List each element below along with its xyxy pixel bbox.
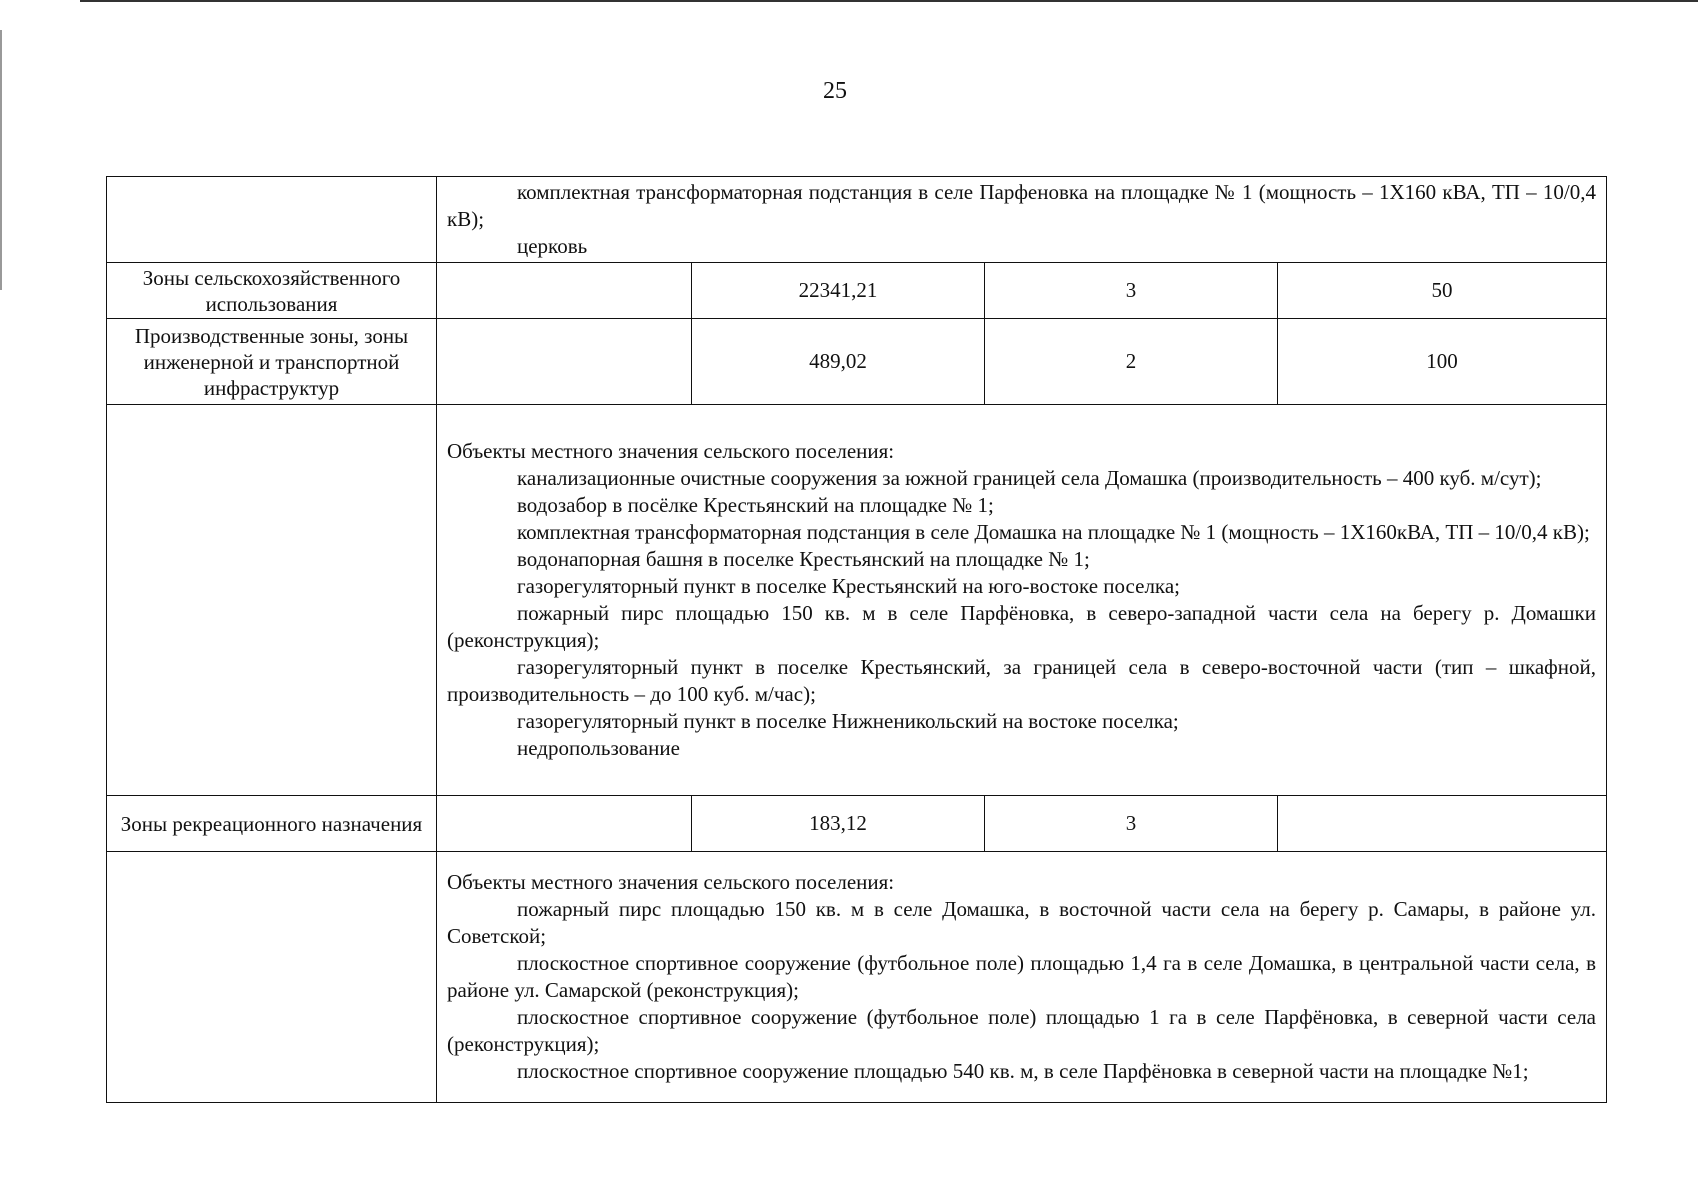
zone-cell-empty xyxy=(107,852,437,1103)
col3-value: 2 xyxy=(985,319,1278,405)
list-item: недропользование xyxy=(517,736,680,760)
table-row xyxy=(107,405,1607,796)
zone-cell-empty xyxy=(107,405,437,796)
list-item: газорегуляторный пункт в поселке Крестьянский, за границей села в северо-восточной части (тип – шкафной, производительность – до 100 куб. м/час); xyxy=(447,655,1596,706)
objects-cell-production xyxy=(437,405,1607,796)
objects-cell-recreation xyxy=(437,852,1607,1103)
page-number: 25 xyxy=(823,78,847,104)
list-item: водонапорная башня в поселке Крестьянский на площадке № 1; xyxy=(517,547,1090,571)
area-value: 489,02 xyxy=(692,319,985,405)
table-row xyxy=(107,263,1607,319)
list-item: плоскостное спортивное сооружение (футбольное поле) площадью 1 га в селе Парфёновка, в северной части села (реконструкция); xyxy=(447,1005,1596,1056)
zone-name: Производственные зоны, зоны инженерной и транспортной инфраструктур xyxy=(107,319,437,405)
col4-value: 100 xyxy=(1278,319,1607,405)
list-item: водозабор в посёлке Крестьянский на площадке № 1; xyxy=(517,493,994,517)
col3-value: 3 xyxy=(985,796,1278,852)
empty-cell xyxy=(437,319,692,405)
zones-table xyxy=(106,176,1607,1103)
list-item: пожарный пирс площадью 150 кв. м в селе Домашка, в восточной части села на берегу р. Самары, в районе ул. Советской; xyxy=(447,897,1596,948)
col4-value: 50 xyxy=(1278,263,1607,319)
col3-value: 3 xyxy=(985,263,1278,319)
list-item: канализационные очистные сооружения за южной границей села Домашка (производительность – 400 куб. м/сут); xyxy=(517,466,1542,490)
list-item: пожарный пирс площадью 150 кв. м в селе Парфёновка, в северо-западной части села на берегу р. Домашки (реконструкция); xyxy=(447,601,1596,652)
table-row xyxy=(107,852,1607,1103)
empty-cell xyxy=(437,263,692,319)
zone-cell-empty xyxy=(107,177,437,263)
table-row xyxy=(107,177,1607,263)
empty-cell xyxy=(437,796,692,852)
area-value: 183,12 xyxy=(692,796,985,852)
zone-name: Зоны рекреационного назначения xyxy=(107,796,437,852)
objects-cell-top xyxy=(437,177,1607,263)
area-value: 22341,21 xyxy=(692,263,985,319)
objects-heading: Объекты местного значения сельского поселения: xyxy=(447,439,895,463)
list-item: комплектная трансформаторная подстанция в селе Домашка на площадке № 1 (мощность – 1Х160кВА, ТП – 10/0,4 кВ); xyxy=(517,520,1590,544)
scan-left-edge xyxy=(0,30,2,290)
list-item: плоскостное спортивное сооружение (футбольное поле) площадью 1,4 га в селе Домашка, в центральной части села, в районе ул. Самарской (реконструкция); xyxy=(447,951,1596,1002)
list-item: комплектная трансформаторная подстанция в селе Парфеновка на площадке № 1 (мощность – 1Х160 кВА, ТП – 10/0,4 кВ); xyxy=(447,180,1596,231)
list-item: газорегуляторный пункт в поселке Крестьянский на юго-востоке поселка; xyxy=(517,574,1180,598)
scan-top-border xyxy=(80,0,1698,2)
objects-heading: Объекты местного значения сельского поселения: xyxy=(447,870,895,894)
list-item: плоскостное спортивное сооружение площадью 540 кв. м, в селе Парфёновка в северной части на площадке №1; xyxy=(517,1059,1529,1083)
zone-name: Зоны сельскохозяйственного использования xyxy=(107,263,437,319)
table-row xyxy=(107,319,1607,405)
col4-value xyxy=(1278,796,1607,852)
list-item: газорегуляторный пункт в поселке Нижненикольский на востоке поселка; xyxy=(517,709,1179,733)
table-row xyxy=(107,796,1607,852)
list-item: церковь xyxy=(517,234,588,258)
